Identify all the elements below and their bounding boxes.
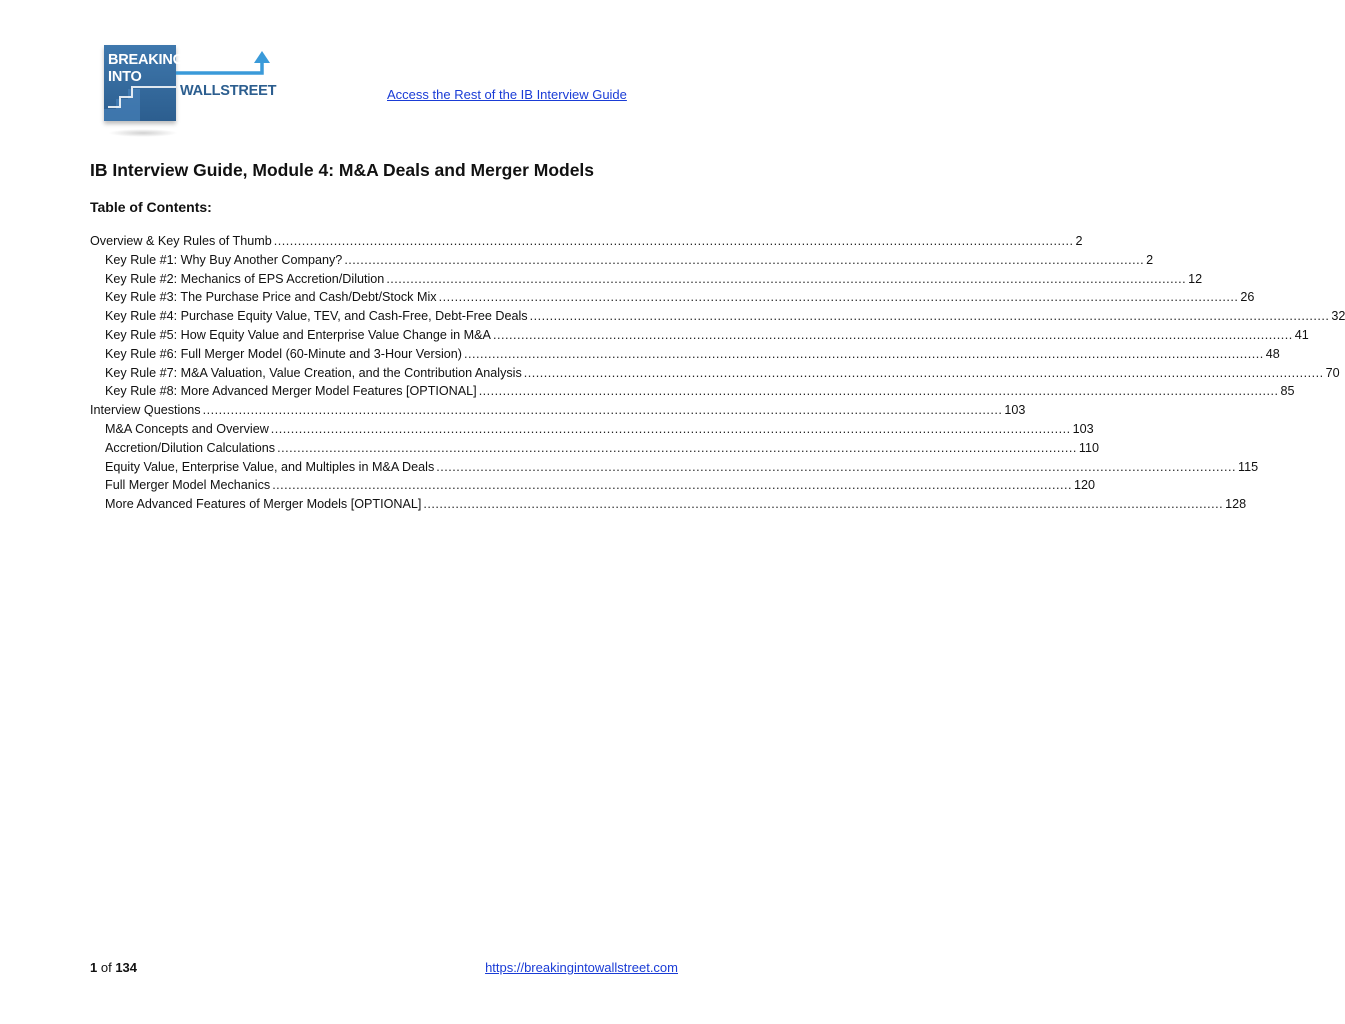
toc-entry-label: More Advanced Features of Merger Models [OPTIONAL] — [105, 497, 422, 512]
toc-entry[interactable] — [90, 232, 1083, 251]
page-title: IB Interview Guide, Module 4: M&A Deals and Merger Models — [90, 160, 595, 180]
toc-entry-page: 26 — [1240, 290, 1255, 305]
table-of-contents — [90, 232, 1345, 514]
logo-shadow — [108, 129, 178, 137]
logo-text-wallstreet: WALLSTREET — [180, 83, 277, 99]
toc-leader-dots: ........................................................................................................................................................................................................ — [202, 403, 1003, 418]
toc-entry-label: Full Merger Model Mechanics — [105, 478, 271, 493]
toc-leader-dots: ........................................................................................................................................................................................................ — [436, 459, 1237, 474]
toc-entry-label: Key Rule #8: More Advanced Merger Model Features [OPTIONAL] — [105, 384, 477, 399]
toc-entry-page: 32 — [1331, 309, 1345, 324]
breaking-into-wallstreet-logo — [104, 45, 276, 141]
toc-leader-dots: ........................................................................................................................................................................................................ — [492, 327, 1293, 342]
toc-leader-dots: ........................................................................................................................................................................................................ — [270, 421, 1071, 436]
logo-text-breaking: BREAKING — [108, 52, 184, 68]
toc-leader-dots: ........................................................................................................................................................................................................ — [438, 290, 1239, 305]
toc-leader-dots: ........................................................................................................................................................................................................ — [386, 271, 1187, 286]
toc-entry[interactable] — [90, 326, 1309, 345]
toc-entry-page: 48 — [1265, 346, 1280, 361]
toc-entry-label: Equity Value, Enterprise Value, and Multiples in M&A Deals — [105, 459, 435, 474]
toc-entry-label: Key Rule #2: Mechanics of EPS Accretion/Dilution — [105, 271, 385, 286]
toc-entry-label: Accretion/Dilution Calculations — [105, 440, 276, 455]
toc-entry-label: Key Rule #5: How Equity Value and Enterprise Value Change in M&A — [105, 327, 491, 342]
toc-leader-dots: ........................................................................................................................................................................................................ — [277, 440, 1077, 455]
toc-entry[interactable] — [90, 382, 1295, 401]
page-counter — [90, 960, 137, 975]
toc-entry-page: 70 — [1325, 365, 1340, 380]
toc-entry-page: 120 — [1073, 478, 1095, 493]
toc-entry-page: 128 — [1225, 497, 1247, 512]
toc-leader-dots: ........................................................................................................................................................................................................ — [272, 478, 1072, 493]
toc-leader-dots: ........................................................................................................................................................................................................ — [423, 497, 1224, 512]
toc-entry-label: Key Rule #7: M&A Valuation, Value Creation, and the Contribution Analysis — [105, 365, 522, 380]
toc-entry-label: Key Rule #1: Why Buy Another Company? — [105, 252, 343, 267]
toc-leader-dots: ........................................................................................................................................................................................................ — [344, 252, 1145, 267]
toc-entry-label: Key Rule #6: Full Merger Model (60-Minute and 3-Hour Version) — [105, 346, 462, 361]
toc-leader-dots: ........................................................................................................................................................................................................ — [529, 309, 1330, 324]
toc-leader-dots: ........................................................................................................................................................................................................ — [273, 234, 1074, 248]
toc-entry-page: 103 — [1004, 403, 1026, 418]
toc-entry-page: 2 — [1075, 234, 1083, 248]
toc-leader-dots: ........................................................................................................................................................................................................ — [464, 346, 1264, 361]
logo-text-into: INTO — [108, 69, 142, 85]
toc-entry[interactable] — [90, 420, 1094, 439]
toc-heading: Table of Contents: — [90, 199, 212, 215]
toc-entry[interactable] — [90, 439, 1099, 458]
toc-entry[interactable] — [90, 251, 1154, 270]
toc-entry[interactable] — [90, 476, 1095, 495]
toc-entry[interactable] — [90, 401, 1026, 420]
toc-entry[interactable] — [90, 270, 1203, 289]
toc-entry-page: 12 — [1188, 271, 1203, 286]
page-current: 1 — [90, 960, 98, 975]
page-total: 134 — [115, 960, 138, 975]
toc-entry[interactable] — [90, 288, 1255, 307]
toc-entry[interactable] — [90, 495, 1247, 514]
page-of: of — [100, 960, 112, 975]
toc-entry-label: Interview Questions — [90, 403, 201, 418]
toc-entry-label: Key Rule #4: Purchase Equity Value, TEV, and Cash-Free, Debt-Free Deals — [105, 309, 528, 324]
toc-entry[interactable] — [90, 364, 1340, 383]
website-link[interactable]: https://breakingintowallstreet.com — [485, 960, 678, 975]
access-guide-link[interactable]: Access the Rest of the IB Interview Guide — [387, 87, 627, 102]
toc-entry-page: 115 — [1238, 459, 1259, 474]
toc-leader-dots: ........................................................................................................................................................................................................ — [478, 384, 1279, 399]
toc-entry-label: M&A Concepts and Overview — [105, 421, 269, 436]
toc-entry[interactable] — [90, 307, 1345, 326]
toc-leader-dots: ........................................................................................................................................................................................................ — [523, 365, 1324, 380]
toc-entry-page: 2 — [1146, 252, 1154, 267]
toc-entry-label: Overview & Key Rules of Thumb — [90, 234, 272, 248]
toc-entry-label: Key Rule #3: The Purchase Price and Cash/Debt/Stock Mix — [105, 290, 437, 305]
toc-entry[interactable] — [90, 345, 1280, 364]
toc-entry-page: 103 — [1072, 421, 1094, 436]
toc-entry[interactable] — [90, 458, 1259, 477]
toc-entry-page: 110 — [1078, 440, 1099, 455]
toc-entry-page: 41 — [1294, 327, 1309, 342]
toc-entry-page: 85 — [1280, 384, 1295, 399]
